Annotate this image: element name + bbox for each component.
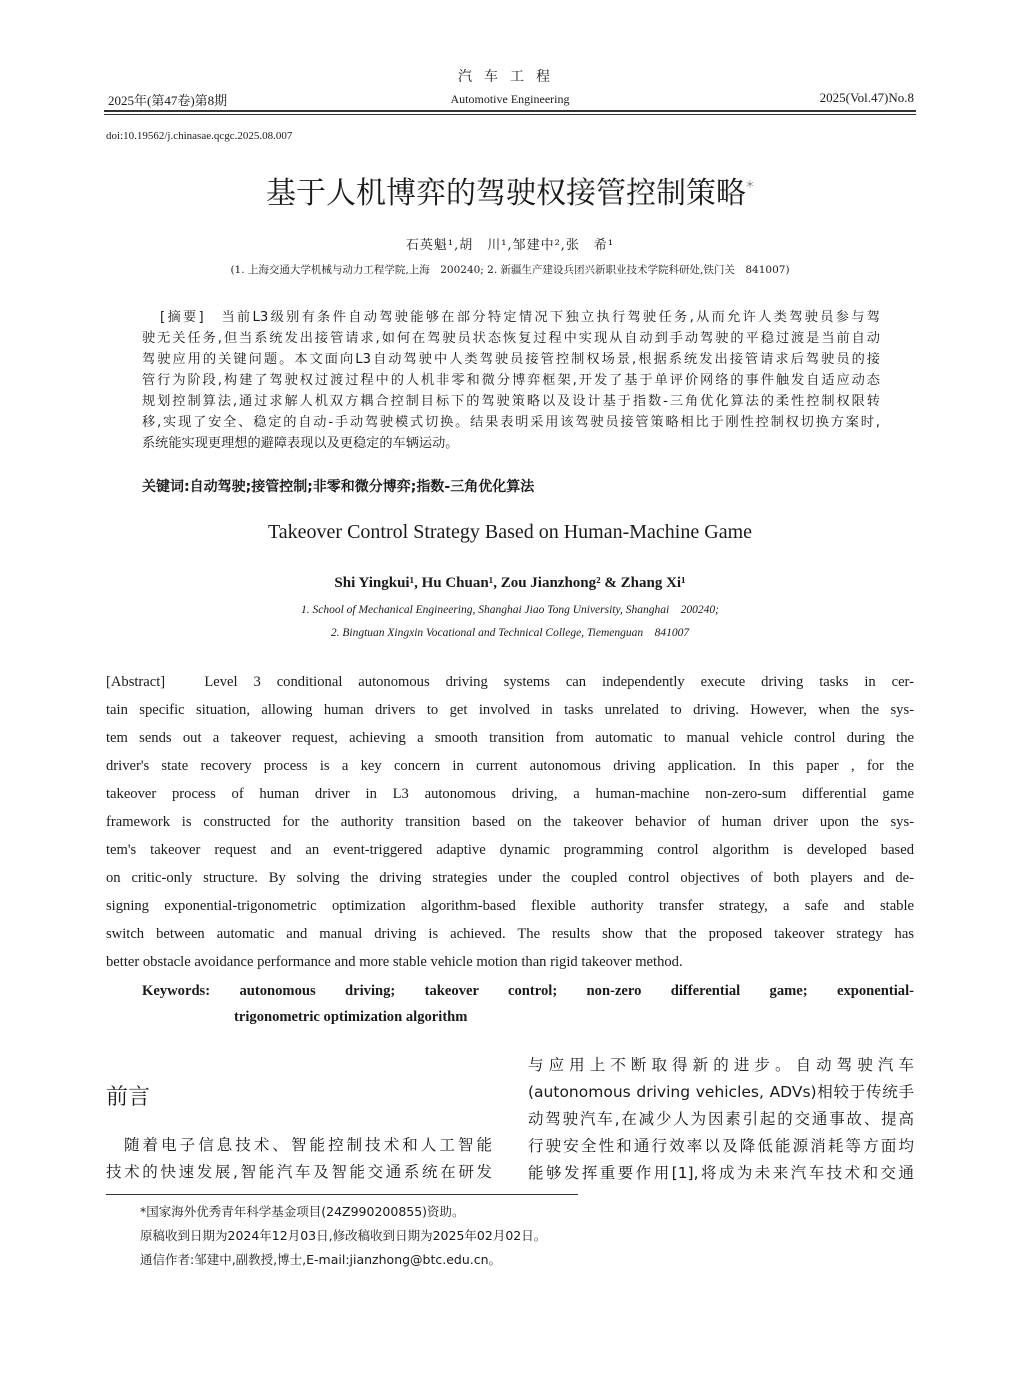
title-cn-text: 基于人机博弈的驾驶权接管控制策略	[266, 176, 746, 211]
affiliation-en-2	[0, 624, 1020, 640]
issue-en: 2025(Vol.47)No.8	[819, 90, 914, 105]
text-line: 系统能实现更理想的避障表现以及更稳定的车辆运动。	[142, 436, 459, 451]
title-cn	[0, 168, 1020, 212]
header-rule	[104, 110, 916, 112]
text-line: 管行为阶段,构建了驾驶权过渡过程中的人机非零和微分博弈框架,开发了基于单评价网络的事件触发自适应动态	[142, 373, 880, 388]
text-line: 随着电子信息技术、智能控制技术和人工智能	[124, 1136, 492, 1154]
title-footnote-mark: *	[746, 177, 754, 196]
authors-en: Shi Yingkui¹, Hu Chuan¹, Zou Jianzhong² & Zhang Xi¹	[334, 575, 686, 591]
footnote-funding: *国家海外优秀青年科学基金项目(24Z990200855)资助。	[140, 1204, 465, 1219]
affiliation-en-2-text: 2. Bingtuan Xingxin Vocational and Technical College, Tiemenguan 841007	[330, 627, 690, 639]
text-line: tem's takeover request and an event-triggered adaptive dynamic programming control algorithm is developed based	[106, 842, 914, 858]
footnote-dates: 原稿收到日期为2024年12月03日,修改稿收到日期为2025年02月02日。	[140, 1228, 547, 1243]
title-en: Takeover Control Strategy Based on Human-Machine Game	[267, 521, 752, 543]
keywords-cn: 关键词:自动驾驶;接管控制;非零和微分博弈;指数-三角优化算法	[142, 479, 535, 495]
text-line: 与应用上不断取得新的进步。自动驾驶汽车	[528, 1056, 914, 1074]
text-line: 移,实现了安全、稳定的自动-手动驾驶模式切换。结果表明采用该驾驶员接管策略相比于刚性控制权切换方案时,	[142, 415, 880, 430]
keywords-en-line-2: trigonometric optimization algorithm	[234, 1009, 468, 1025]
footnote-correspondence: 通信作者:邹建中,副教授,博士,E-mail:jianzhong@btc.edu.cn。	[140, 1252, 502, 1267]
affiliation-en-1-text: 1. School of Mechanical Engineering, Shanghai Jiao Tong University, Shanghai 200240;	[300, 604, 719, 616]
text-line: [摘要] 当前L3级别有条件自动驾驶能够在部分特定情况下独立执行驾驶任务,从而允许人类驾驶员参与驾	[160, 310, 880, 325]
text-line: framework is constructed for the authority transition based on the takeover behavior of human driver upon the sys-	[106, 814, 914, 830]
text-line: better obstacle avoidance performance and more stable vehicle motion than rigid takeover method.	[106, 954, 683, 970]
header-rule-thin	[104, 114, 916, 115]
authors-cn: 石英魁¹,胡 川¹,邹建中²,张 希¹	[405, 238, 615, 253]
text-line: 动驾驶汽车,在减少人为因素引起的交通事故、提高	[528, 1110, 914, 1128]
affiliation-en-1	[0, 601, 1020, 617]
text-line: takeover process of human driver in L3 autonomous driving, a human-machine non-zero-sum differential game	[106, 786, 914, 802]
text-line: (autonomous driving vehicles, ADVs)相较于传统手	[528, 1083, 914, 1101]
footnote-rule	[106, 1194, 578, 1195]
text-line: 驶无关任务,但当系统发出接管请求,如何在驾驶员状态恢复过程中实现从自动到手动驾驶的平稳过渡是当前自动	[142, 331, 880, 346]
journal-name-cn: 汽车工程	[458, 69, 562, 85]
text-line: on critic-only structure. By solving the driving strategies under the coupled control objectives of both players and de-	[106, 870, 914, 886]
text-line: 能够发挥重要作用[1],将成为未来汽车技术和交通	[528, 1164, 914, 1182]
text-line: 驾驶应用的关键问题。本文面向L3自动驾驶中人类驾驶员接管控制权场景,根据系统发出接管请求后驾驶员的接	[142, 352, 880, 367]
keywords-en-line-1: Keywords: autonomous driving; takeover control; non-zero differential game; exponential-	[142, 983, 914, 999]
abstract-cn	[142, 307, 880, 454]
issue-cn: 2025年(第47卷)第8期	[108, 93, 228, 108]
text-line: [Abstract] Level 3 conditional autonomous driving systems can independently execute driving tasks in cer-	[106, 674, 914, 690]
keywords-en	[142, 978, 914, 1030]
body-column-left	[106, 1132, 492, 1186]
doi: doi:10.19562/j.chinasae.qcgc.2025.08.007	[106, 130, 293, 142]
abstract-en	[106, 668, 914, 976]
text-line: signing exponential-trigonometric optimization algorithm-based flexible authority transfer strategy, a safe and stable	[106, 898, 914, 914]
text-line: 技术的快速发展,智能汽车及智能交通系统在研发	[106, 1163, 492, 1181]
text-line: driver's state recovery process is a key concern in current autonomous driving application. In this paper , for the	[106, 758, 914, 774]
body-column-right	[528, 1052, 914, 1187]
affiliations-cn: (1. 上海交通大学机械与动力工程学院,上海 200240; 2. 新疆生产建设兵团兴新职业技术学院科研处,铁门关 841007)	[230, 264, 790, 276]
text-line: switch between automatic and manual driving is achieved. The results show that the proposed takeover strategy has	[106, 926, 914, 942]
footnotes	[140, 1200, 546, 1272]
text-line: tain specific situation, allowing human drivers to get involved in tasks unrelated to driving. However, when the sys-	[106, 702, 914, 718]
text-line: tem sends out a takeover request, achieving a smooth transition from automatic to manual vehicle control during the	[106, 730, 914, 746]
section-heading: 前言	[106, 1085, 151, 1110]
text-line: 行驶安全性和通行效率以及降低能源消耗等方面均	[528, 1137, 914, 1155]
journal-name-en: Automotive Engineering	[450, 92, 570, 106]
text-line: 规划控制算法,通过求解人机双方耦合控制目标下的驾驶策略以及设计基于指数-三角优化算法的柔性控制权限转	[142, 394, 880, 409]
